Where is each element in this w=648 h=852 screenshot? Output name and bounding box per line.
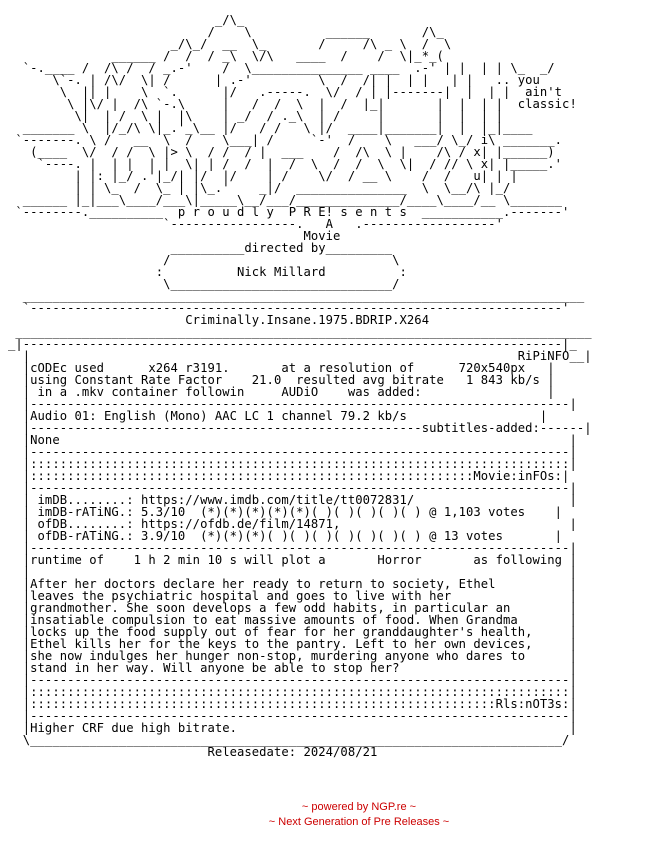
nfo-line: |After her doctors declare her ready to return to society, Ethel | (8, 577, 577, 591)
nfo-line: | | (8, 565, 577, 579)
nfo-line: |Ethel kills her for the keys to the pantry. Left to her own devices, | (8, 637, 577, 651)
nfo-line: __________directed by_________ (8, 241, 393, 255)
nfo-line: | imDB-rATiNG.: 5.3/10 (*)(*)(*)(*)(*)( )( )( )( )( ) @ 1,103 votes | (8, 505, 563, 519)
nfo-line: |:::::::::::::::::::::::::::::::::::::::::::::::::::::::::::::::Rls:nOT3s:| (8, 697, 577, 711)
nfo-line: ____________________________________________________________________________ (8, 289, 585, 303)
nfo-line: | ofDB-rATiNG.: 3.9/10 (*)(*)(*)( )( )( )( )( )( )( ) @ 13 votes | (8, 529, 563, 543)
nfo-line: |locks up the food supply out of fear for her granddaughter's health, | (8, 625, 577, 639)
nfo-line: |runtime of 1 h 2 min 10 s will plot a Horror as following | (8, 553, 577, 567)
nfo-line: \`-. | /\/ \| / | .-' \ / /| | | | | | .. you (8, 73, 540, 87)
nfo-line: |:::::::::::::::::::::::::::::::::::::::::::::::::::::::::::::::::::::::::| (8, 685, 577, 699)
nfo-line: / \ (8, 253, 400, 267)
powered-by-line: ~ powered by NGP.re ~ (301, 801, 417, 813)
nfo-line: Releasedate: 2024/08/21 (8, 745, 378, 759)
nfo-line: _/\_/ __ \_ / /\ _ \ / \ (8, 37, 452, 51)
nfo-line: ______________________________________________________________________________ (8, 325, 592, 339)
nfo-line: | ofDB........: https://ofdb.de/film/14871, | (8, 517, 577, 531)
nfo-line: |insatiable compulsion to eat massive amounts of food. When Grandma | (8, 613, 577, 627)
nfo-line: |grandmother. She soon develops a few odd habits, in particular an | (8, 601, 577, 615)
nfo-line: |she now indulges her hunger non-stop, murdering anyone who dares to | (8, 649, 577, 663)
nfo-line: |None | (8, 433, 577, 447)
nfo-line: _______ \ |/_/\ \|_.'_\__ |/ / / \ |/ ____|_______| | |_|____ (8, 121, 533, 135)
nfo-line: |cODEc used x264 r3191. at a resolution of 720x540px | (8, 361, 555, 375)
nfo-line: : Nick Millard : (8, 265, 407, 279)
nfo-line: \________________________________________________________________________/ (8, 733, 570, 747)
nfo-line: Movie (8, 229, 341, 243)
nfo-line: |-------------------------------------------------------------------------| (8, 445, 577, 459)
nfo-line: \ || | \ `. |/ .-----. \/ / | |-------| | | | ain't (8, 85, 563, 99)
nfo-line: _/\_ (8, 13, 348, 27)
nfo-line: |:::::::::::::::::::::::::::::::::::::::::::::::::::::::::::::::::::::::::| (8, 457, 577, 471)
nfo-text (0, 14, 592, 758)
nfo-line: |-------------------------------------------------------------------------| (8, 397, 577, 411)
nfo-line: |leaves the psychiatric hospital and goes to live with her | (8, 589, 577, 603)
nfo-line: `----. | | | | | \| | / / | / \ / / \ \| / // \ x| |_____.' (8, 157, 563, 171)
nfo-line: \______________________________/ (8, 277, 400, 291)
nfo-line: ______ |_|___\____/___\|_____\__/___/______________/____\____/__ \_______ (8, 193, 563, 207)
footer (0, 800, 648, 830)
nfo-line: `--------.__________ p r o u d l y P R E! s e n t s ___________.-------' (8, 205, 570, 219)
tagline: ~ Next Generation of Pre Releases ~ (268, 816, 450, 828)
nfo-line: Criminally.Insane.1975.BDRIP.X264 (8, 313, 430, 327)
nfo-line: `------------------------------------------------------------------------' (8, 301, 570, 315)
nfo-line: |using Constant Rate Factor 21.0 resulted avg bitrate 1 843 kb/s | (8, 373, 555, 387)
nfo-line: |-------------------------------------------------------------------------| (8, 673, 577, 687)
nfo-line: |-------------------------------------------------------------------------| (8, 481, 577, 495)
nfo-line: `-------. \ / __ \ / \___| / `-' / \ ___/ \_/ i\ _______. (8, 133, 563, 147)
nfo-line: | |: |_/ .'|_/| |/ |/ | / \/ / __ \ / / u| | | (8, 169, 518, 183)
nfo-line: | in a .mkv container followin AUDiO was added: | (8, 385, 555, 399)
nfo-line: |-------------------------------------------------------------------------| (8, 709, 577, 723)
nfo-line: |::::::::::::::::::::::::::::::::::::::::::::::::::::::::::::Movie:inFOs:| (8, 469, 570, 483)
nfo-line: | imDB........: https://www.imdb.com/title/tt0072831/ | (8, 493, 577, 507)
nfo-line: `-.____ / /\ / / _.-' / \_______________ ____ .-' | | | | \_ _/ (8, 61, 555, 75)
nfo-line: |Higher CRF due high bitrate. | (8, 721, 577, 735)
nfo-line: _|-------------------------------------------------------------------------|_ (8, 337, 577, 351)
nfo-line: |stand in her way. Will anyone be able to stop her? | (8, 661, 577, 675)
nfo-line: ______ / / / _\ \/\ ____ / / \|_*_( (8, 49, 444, 63)
nfo-line: |-----------------------------------------------------subtitles-added:------| (8, 421, 592, 435)
nfo-line: \ |\/ | /\ `-.\ | / / \ | / |_| | | | | classic! (8, 97, 577, 111)
nfo-line: (____ \/ / / \ |> \ / / / | ___ / /\ \ | /\ / x| |______) (8, 145, 555, 159)
nfo-line: / \ ______ /\_ (8, 25, 444, 39)
nfo-line: | RiPiNFO__| (8, 349, 592, 363)
nfo-line: `-----------------. A .------------------' (8, 217, 503, 231)
nfo-line: |-------------------------------------------------------------------------| (8, 541, 577, 555)
nfo-line: | | \_ / \_ | |\_.' _|/ _______________ \ \__/\ |_/ (8, 181, 511, 195)
nfo-line: |Audio 01: English (Mono) AAC LC 1 channel 79.2 kb/s | (8, 409, 548, 423)
nfo-line: \| | / \ | |\ | _/ / ._\ | / | | | | | (8, 109, 503, 123)
